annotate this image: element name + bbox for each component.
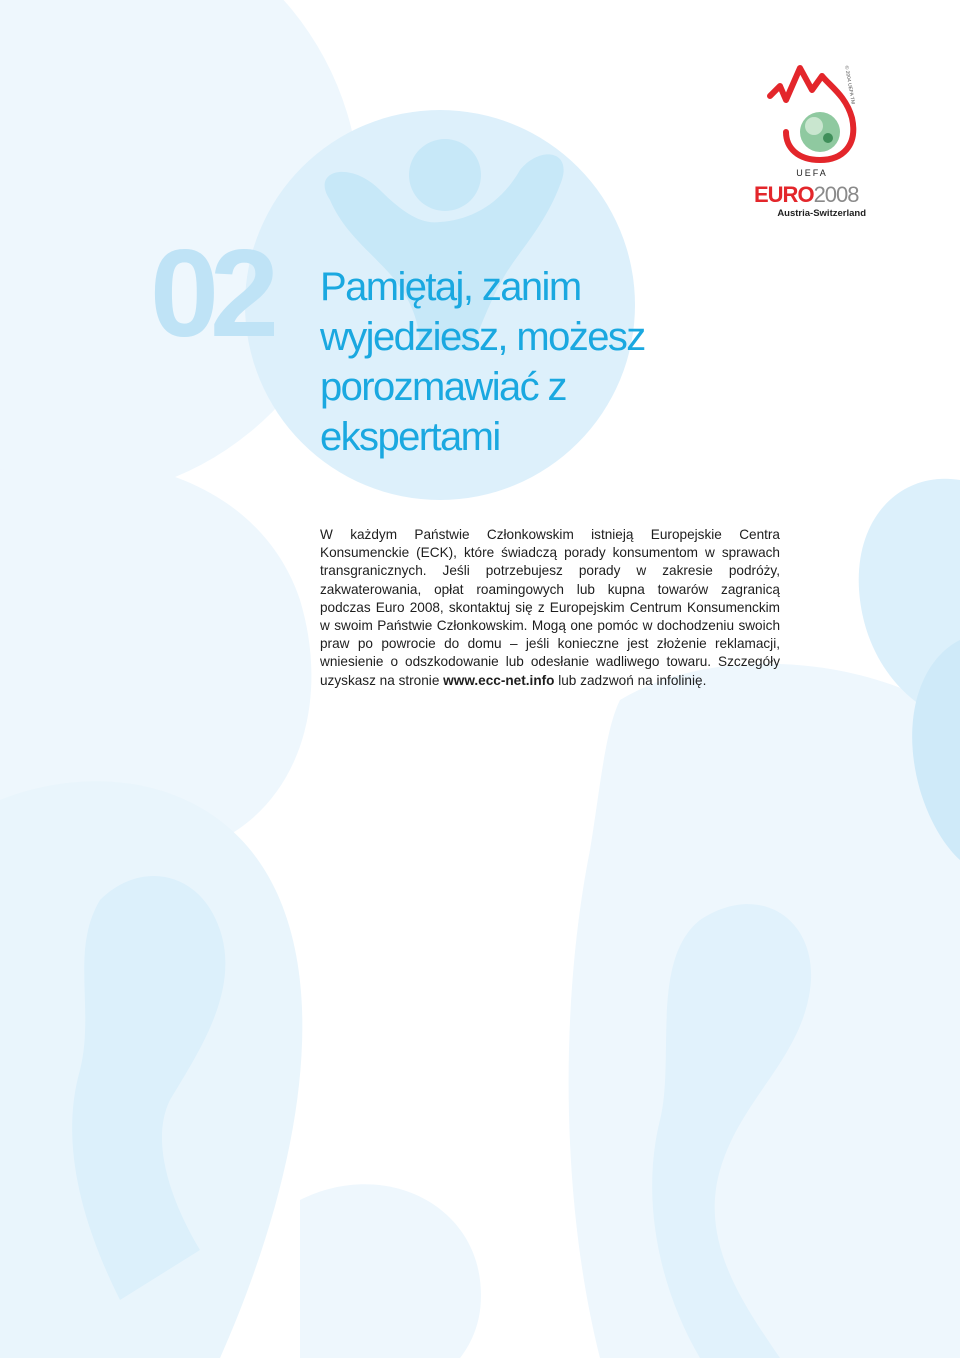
logo-year: 2008 [813,182,859,207]
ecc-net-link[interactable]: www.ecc-net.info [443,672,555,688]
logo-uefa: UEFA [796,168,828,178]
bg-shape [409,139,481,211]
body-paragraph-tail: lub zadzwoń na infolinię. [554,672,707,688]
logo-copyright: © 2004 UEFA TM [843,65,856,105]
logo-hosts: Austria-Switzerland [777,208,866,219]
page-title-line: Pamiętaj, zanim [320,265,581,309]
logo-ball-spot [823,133,833,143]
logo-wordmark [754,182,859,207]
bg-shape [300,1184,481,1358]
page-title-line: wyjedziesz, możesz [320,315,645,359]
page-title [320,262,780,462]
logo-euro: EURO [754,182,814,207]
section-number: 02 [150,225,270,363]
body-paragraph [320,526,780,690]
page-title-line: ekspertami [320,415,500,459]
euro2008-logo [742,56,882,226]
body-paragraph-text: W każdym Państwie Członkowskim istnieją Europejskie Centra Konsumenckie (ECK), które świadczą porady konsumentom w sprawach transgranicznych. Jeśli potrzebujesz porady w zakresie podróży, zakwaterowania, opłat roamingowych lub kupna towarów zagranicą podczas Euro 2008, skontaktuj się z Europejskim Centrum Konsumenckim w swoim Państwie Członkowskim. Mogą one pomóc w dochodzeniu swoich praw po powrocie do domu – jeśli konieczne jest złożenie reklamacji, wniesienie o odszkodowanie lub odesłanie wadliwego towaru. Szczegóły uzyskasz na stronie [320,527,780,688]
page-title-line: porozmawiać z [320,365,566,409]
logo-ball-highlight [805,117,823,135]
